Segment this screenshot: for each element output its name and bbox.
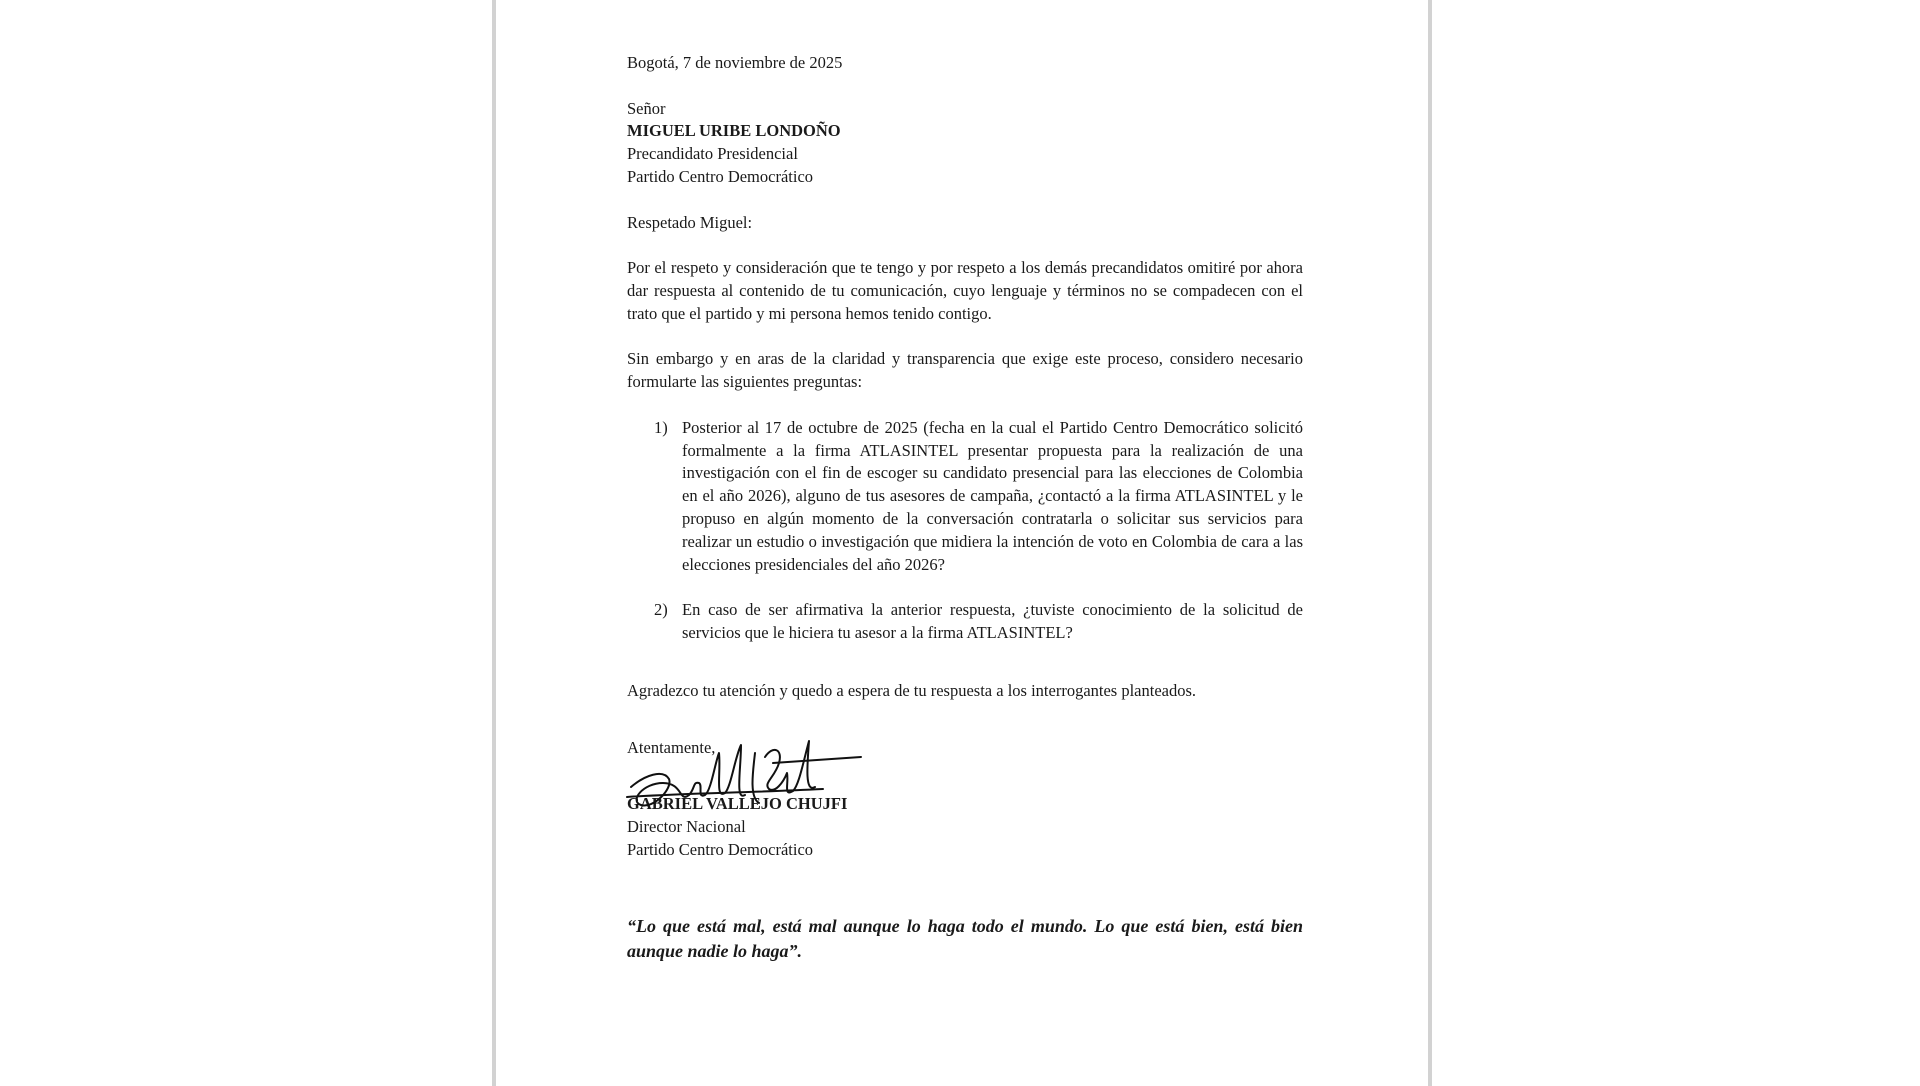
recipient-role: Precandidato Presidencial (627, 144, 798, 164)
recipient-org: Partido Centro Democrático (627, 166, 814, 186)
signer-org: Partido Centro Democrático (627, 839, 814, 859)
closing-paragraph: Agradezco tu atención y quedo a espera de tu respuesta a los interrogantes planteados. (627, 680, 1197, 700)
closing-quote: “Lo que está mal, está mal aunque lo haga todo el mundo. Lo que está bien, está bien aunque nadie lo haga”. (627, 915, 1303, 961)
signature-block (627, 737, 1303, 862)
signer-name: GABRIEL VALLEJO CHUJFI (627, 794, 848, 814)
greeting: Respetado Miguel: (627, 212, 753, 232)
question-item (627, 417, 1303, 577)
date-line: Bogotá, 7 de noviembre de 2025 (627, 53, 843, 72)
valediction: Atentamente, (627, 737, 716, 757)
paragraph-questions-lead: Sin embargo y en aras de la claridad y transparencia que exige este proceso, considero necesario formularte las siguientes preguntas: (627, 349, 1303, 392)
paragraph-intro: Por el respeto y consideración que te tengo y por respeto a los demás precandidatos omitiré por ahora dar respuesta al contenido de tu comunicación, cuyo lenguaje y términos no se compadecen con el trato que el partido y mi persona hemos tenido contigo. (627, 258, 1303, 323)
question-text: Posterior al 17 de octubre de 2025 (fecha en la cual el Partido Centro Democrático solicitó formalmente a la firma ATLASINTEL presentar propuesta para la realización de una investigación con el fin de escoger su candidato presencial para las elecciones de Colombia en el año 2026), alguno de tus asesores de campaña, ¿contactó a la firma ATLASINTEL y le propuso en algún momento de la conversación contratarla o solicitar sus servicios para realizar un estudio o investigación que midiera la intención de voto en Colombia de cara a las elecciones presidenciales del año 2026? (682, 417, 1303, 574)
signer-role: Director Nacional (627, 817, 746, 837)
question-item (627, 599, 1303, 645)
question-text: En caso de ser afirmativa la anterior respuesta, ¿tuviste conocimiento de la solicitud de servicios que le hiciera tu asesor a la firma ATLASINTEL? (682, 600, 1303, 642)
letter-body (627, 52, 1303, 964)
question-number: 1) (654, 417, 668, 437)
recipient-salutation: Señor (627, 98, 666, 118)
question-number: 2) (654, 600, 668, 620)
recipient-name: MIGUEL URIBE LONDOÑO (627, 121, 841, 141)
question-list (627, 417, 1303, 645)
